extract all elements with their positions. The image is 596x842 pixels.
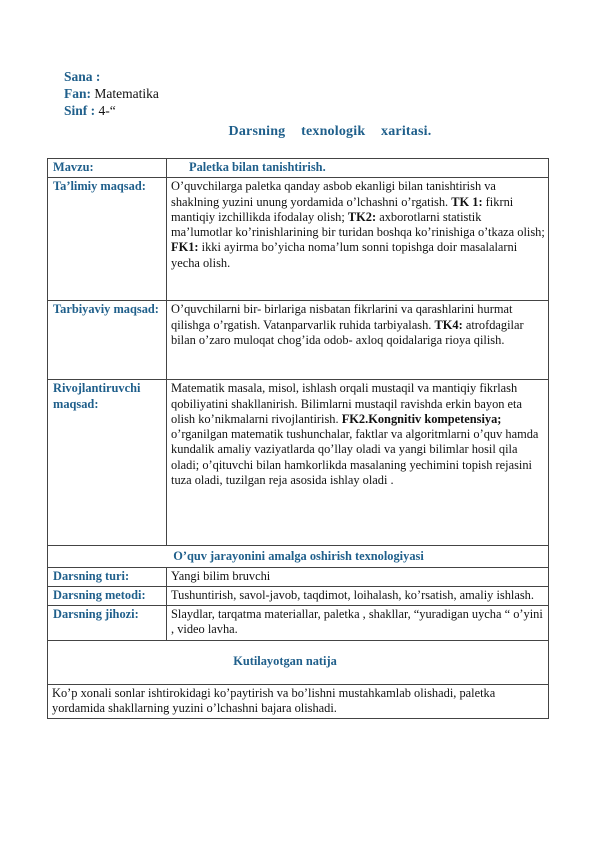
table-row bbox=[48, 586, 549, 605]
educational-goal-label: Ta’limiy maqsad: bbox=[48, 178, 167, 301]
subject-label: Fan: bbox=[64, 86, 91, 101]
fk2-label: FK2.Kongnitiv kompetensiya; bbox=[341, 411, 502, 426]
table-row bbox=[48, 684, 549, 719]
title-word-2: texnologik bbox=[301, 124, 366, 139]
title-word-3: xaritasi. bbox=[381, 124, 432, 139]
upbringing-goal-text bbox=[167, 301, 549, 380]
developmental-goal-text bbox=[167, 380, 549, 546]
document-title bbox=[0, 124, 596, 140]
educational-goal-text bbox=[167, 178, 549, 301]
tk1-text: fikrni mantiqiy izchillikda ifodalay olish; bbox=[171, 194, 514, 224]
table-row bbox=[48, 640, 549, 684]
section-heading-process: O’quv jarayonini amalga oshirish texnologiyasi bbox=[48, 546, 549, 567]
table-row bbox=[48, 301, 549, 380]
table-row bbox=[48, 567, 549, 586]
lesson-type-label: Darsning turi: bbox=[48, 567, 167, 586]
grade-label: Sinf : bbox=[64, 103, 96, 118]
tk4-text: atrofdagilar bilan o’zaro muloqat chog’ida odob- axloq qoidalariga rioya qilish. bbox=[171, 317, 524, 347]
section-heading-result: Kutilayotgan natija bbox=[48, 640, 549, 684]
lesson-equipment-label: Darsning jihozi: bbox=[48, 606, 167, 641]
date-label: Sana : bbox=[64, 69, 101, 84]
table-row bbox=[48, 546, 549, 567]
subject-value: Matematika bbox=[94, 86, 159, 101]
tk2-text: axborotlarni statistik ma’lumotlar ko’rinishlarining bir turidan boshqa ko’rinishiga o’tkaza olish; bbox=[171, 209, 545, 240]
developmental-goal-intro: Matematik masala, misol, ishlash orqali mustaqil va mantiqiy fikrlash qobiliyatini shakllanirish. Bilimlarni mustaqil ravishda erkin bayon eta olish ko’nikmalarni rivojlantirish. bbox=[171, 381, 523, 426]
tk4-label: TK4: bbox=[434, 317, 463, 332]
table-row bbox=[48, 178, 549, 301]
lesson-header bbox=[64, 68, 159, 119]
table-row bbox=[48, 159, 549, 178]
grade-line bbox=[64, 102, 159, 119]
lesson-method-value: Tushuntirish, savol-javob, taqdimot, loihalash, ko’rsatish, amaliy ishlash. bbox=[167, 586, 549, 605]
grade-value: 4-“ bbox=[98, 103, 116, 118]
fk1-text: ikki ayirma bo’yicha noma’lum sonni topishga doir masalalarni yecha olish. bbox=[171, 240, 518, 270]
table-row bbox=[48, 380, 549, 546]
lesson-method-label: Darsning metodi: bbox=[48, 586, 167, 605]
lesson-equipment-value: Slaydlar, tarqatma materiallar, paletka , shakllar, “yuradigan uycha “ o’yini , video lavha. bbox=[167, 606, 549, 641]
tk1-label: TK 1: bbox=[451, 194, 483, 209]
developmental-goal-label: Rivojlantiruvchi maqsad: bbox=[48, 380, 167, 546]
topic-value: Paletka bilan tanishtirish. bbox=[167, 159, 549, 178]
upbringing-goal-intro: O’quvchilarni bir- birlariga nisbatan fikrlarini va qarashlarini hurmat qilishga o’rgatish. Vatanparvarlik ruhida tarbiyalash. bbox=[171, 302, 513, 332]
subject-line bbox=[64, 85, 159, 102]
tk2-label: TK2: bbox=[347, 209, 377, 224]
table-row bbox=[48, 606, 549, 641]
date-line bbox=[64, 68, 159, 85]
fk1-label: FK1: bbox=[171, 240, 199, 255]
topic-label: Mavzu: bbox=[48, 159, 167, 178]
educational-goal-intro: O’quvchilarga paletka qanday asbob ekanligi bilan tanishtirish va shaklning yuzini unung yordamida o’lchashni o’rgatish. bbox=[171, 179, 496, 209]
title-word-1: Darsning bbox=[228, 124, 286, 139]
fk2-text: o’rganilgan matematik tushunchalar, faktlar va algoritmlarni o’quv hamda kundalik amaliy vaziyatlarda qo’llay oladi va yangi bilimlar hosil qila oladi; o’qituvchi bilan hamkorlikda masalaning yechimini topish rejasini tuza oladi, tuzilgan reja asosida ishlay oladi . bbox=[171, 427, 539, 488]
upbringing-goal-label: Tarbiyaviy maqsad: bbox=[48, 301, 167, 380]
expected-result-text: Ko’p xonali sonlar ishtirokidagi ko’paytirish va bo’lishni mustahkamlab olishadi, paletka yordamida shakllarning yuzini o’lchashni bajara olishadi. bbox=[48, 684, 549, 719]
lesson-type-value: Yangi bilim bruvchi bbox=[167, 567, 549, 586]
lesson-plan-table bbox=[47, 158, 549, 719]
